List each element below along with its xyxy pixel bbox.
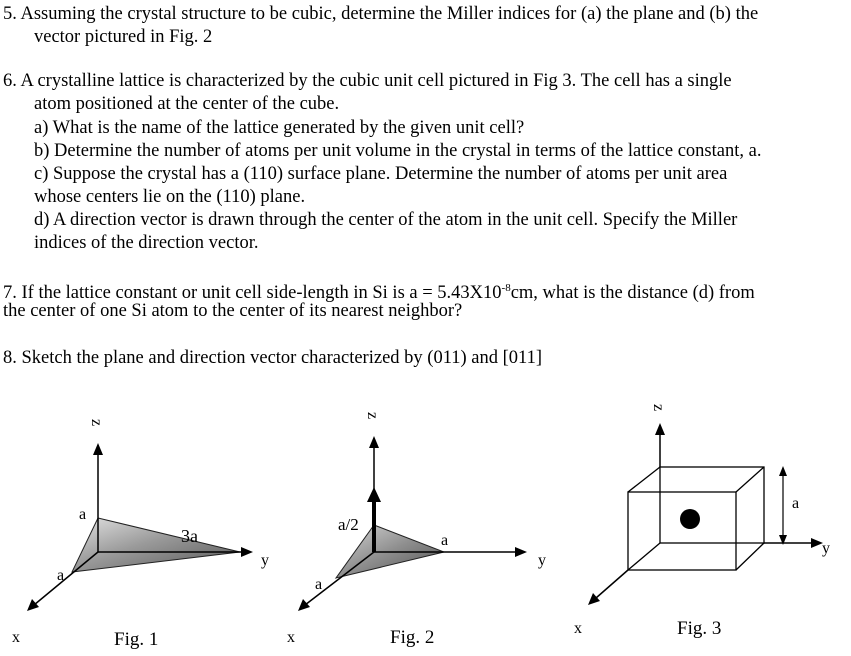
fig3-x-label: x	[574, 620, 582, 637]
fig3-cube-edge	[736, 467, 764, 492]
fig2-y-label: y	[538, 552, 546, 569]
fig3-z-label: z	[650, 404, 667, 412]
fig1-plane	[72, 518, 240, 572]
fig1-y-intercept-label: 3a	[181, 526, 198, 546]
fig2-z-intercept-label: a/2	[338, 515, 359, 534]
fig1-z-label: z	[88, 419, 105, 427]
fig3-cube-front-face	[628, 492, 736, 570]
fig2-z-label: z	[364, 412, 381, 420]
fig2-y-arrowhead	[515, 547, 527, 557]
q6-part-d-line-2: indices of the direction vector.	[34, 233, 259, 253]
fig3-y-label: y	[822, 540, 830, 557]
fig3	[574, 404, 830, 639]
q6-part-b: b) Determine the number of atoms per unit volume in the crystal in terms of the lattice constant, a.	[34, 141, 762, 161]
q8-line-1: 8. Sketch the plane and direction vector characterized by (011) and [011]	[3, 348, 543, 368]
fig2-y-intercept-label: a	[441, 532, 449, 549]
fig2-x-arrowhead	[298, 599, 310, 611]
fig1-x-axis	[34, 552, 98, 605]
q6-part-d-line-1: d) A direction vector is drawn through the center of the atom in the unit cell. Specify the Miller	[34, 210, 738, 230]
fig3-x-arrowhead	[588, 593, 600, 605]
fig1-caption: Fig. 1	[114, 629, 159, 650]
fig3-cube-back-face	[660, 467, 764, 543]
fig2-direction-vector-arrowhead	[367, 487, 381, 502]
q7-exponent: -8	[501, 282, 511, 294]
q7-line-2: the center of one Si atom to the center of its nearest neighbor?	[3, 301, 463, 321]
fig1-y-arrowhead	[241, 547, 253, 557]
fig2-x-intercept-label: a	[315, 576, 323, 593]
fig1-y-label: y	[261, 552, 269, 569]
fig1	[12, 419, 269, 650]
fig2-z-arrowhead	[369, 436, 379, 448]
fig2	[287, 412, 546, 648]
q6-line-1: 6. A crystalline lattice is characterized by the cubic unit cell pictured in Fig 3. The cell has a single	[3, 71, 732, 91]
q6-part-c-line-1: c) Suppose the crystal has a (110) surface plane. Determine the number of atoms per unit area	[34, 164, 728, 184]
fig2-caption: Fig. 2	[390, 627, 435, 648]
q6-part-c-line-2: whose centers lie on the (110) plane.	[34, 187, 306, 207]
fig1-z-arrowhead	[93, 443, 103, 455]
q5-line-2: vector pictured in Fig. 2	[34, 27, 213, 47]
fig1-x-arrowhead	[27, 599, 39, 611]
q7-line-1-pre: 7. If the lattice constant or unit cell side-length in Si is a = 5.43X10	[3, 283, 502, 304]
fig3-cube-edge	[628, 543, 660, 570]
fig3-dimension-arrowhead-top	[779, 466, 787, 476]
fig3-cube-edge	[628, 467, 660, 492]
q6-line-2: atom positioned at the center of the cube.	[34, 94, 340, 114]
fig1-x-intercept-label: a	[57, 567, 65, 584]
fig3-caption: Fig. 3	[677, 618, 722, 639]
fig1-x-label: x	[12, 629, 20, 646]
fig3-side-label: a	[792, 495, 800, 512]
q7-line-1-post: cm, what is the distance (d) from	[510, 283, 755, 304]
fig3-cube-edge	[736, 543, 764, 570]
fig3-center-atom	[680, 509, 700, 529]
fig3-z-arrowhead	[655, 423, 665, 435]
fig2-x-label: x	[287, 629, 295, 646]
q5-line-1: 5. Assuming the crystal structure to be cubic, determine the Miller indices for (a) the plane and (b) the	[3, 4, 759, 24]
fig3-x-axis	[596, 570, 628, 598]
q6-part-a: a) What is the name of the lattice generated by the given unit cell?	[34, 118, 525, 138]
fig1-z-intercept-label: a	[79, 506, 87, 523]
